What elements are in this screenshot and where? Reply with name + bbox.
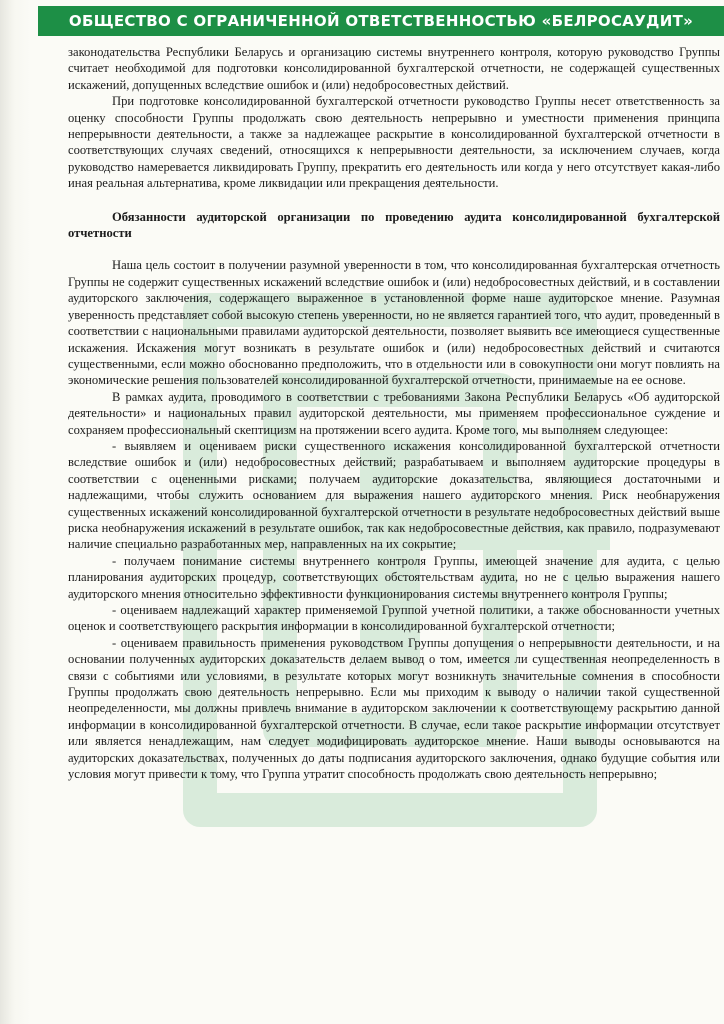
paragraph-going-concern: При подготовке консолидированной бухгалтерской отчетности руководство Группы несет ответственность за оценку способности Группы продолжать свою деятельность непрерывно и уместности применения принципа непрерывности деятельности, а также за надлежащее раскрытие в консолидированной бухгалтерской отчетности в соответствующих случаях сведений, относящихся к непрерывности деятельности, за исключением случаев, когда руководство намеревается ликвидировать Группу, прекратить его деятельность или когда у него отсутствует какая-либо иная реальная альтернатива, кроме ликвидации или прекращения деятельности. <box>68 94 720 191</box>
company-banner: ОБЩЕСТВО С ОГРАНИЧЕННОЙ ОТВЕТСТВЕННОСТЬЮ «БЕЛРОСАУДИТ» <box>38 6 724 36</box>
document-body <box>68 44 720 782</box>
bullet-risk-assessment: - выявляем и оцениваем риски существенного искажения консолидированной бухгалтерской отчетности вследствие ошибок и (или) недобросовестных действий; разрабатываем и выполняем аудиторские процедуры в соответствии с оцененными рисками; получаем аудиторские доказательства, являющиеся достаточными и надлежащими, чтобы служить основанием для выражения нашего аудиторского мнения. Риск необнаружения существенных искажений консолидированной бухгалтерской отчетности в результате недобросовестных действий выше риска необнаружения искажений в результате ошибок, так как недобросовестные действия, как правило, подразумевают наличие специально разработанных мер, направленных на их сокрытие; <box>68 438 720 552</box>
bullet-going-concern: - оцениваем правильность применения руководством Группы допущения о непрерывности деятельности, и на основании полученных аудиторских доказательств делаем вывод о том, имеется ли существенная неопределенность в связи с событиями или условиями, в результате которых могут возникнуть значительные сомнения в способности Группы продолжать свою деятельность непрерывно. Если мы приходим к выводу о наличии такой существенной неопределенности, мы должны привлечь внимание в аудиторском заключении к соответствующему раскрытию данной информации в консолидированной бухгалтерской отчетности. В случае, если такое раскрытие информации отсутствует или является ненадлежащим, нам следует модифицировать аудиторское мнение. Наши выводы основываются на аудиторских доказательствах, полученных до даты подписания аудиторского заключения, однако будущие события или условия могут привести к тому, что Группа утратит способность продолжать свою деятельность непрерывно; <box>68 635 720 782</box>
paragraph-audit-objective: Наша цель состоит в получении разумной уверенности в том, что консолидированная бухгалтерская отчетность Группы не содержит существенных искажений вследствие ошибок и (или) недобросовестных действий, и в составлении аудиторского заключения, содержащего выраженное в установленной форме наше аудиторское мнение. Разумная уверенность представляет собой высокую степень уверенности, но не является гарантией того, что аудит, проведенный в соответствии с национальными правилами аудиторской деятельности, позволяет выявить все имеющиеся существенные искажения. Искажения могут возникать в результате ошибок и (или) недобросовестных действий и считаются существенными, если можно обоснованно предположить, что в отдельности или в совокупности они могут повлиять на экономические решения пользователей консолидированной бухгалтерской отчетности, принимаемые на ее основе. <box>68 258 720 388</box>
bullet-internal-control: - получаем понимание системы внутреннего контроля Группы, имеющей значение для аудита, с целью планирования аудиторских процедур, соответствующих обстоятельствам аудита, но не с целью выражения нашего аудиторского мнения относительно эффективности функционирования системы внутреннего контроля Группы; <box>68 553 720 601</box>
paragraph-audit-scope: В рамках аудита, проводимого в соответствии с требованиями Закона Республики Беларусь «Об аудиторской деятельности» и национальных правил аудиторской деятельности, мы применяем профессиональное суждение и сохраняем профессиональный скептицизм на протяжении всего аудита. Кроме того, мы выполняем следующее: <box>68 389 720 437</box>
paragraph-internal-control: законодательства Республики Беларусь и организацию системы внутреннего контроля, которую руководство Группы считает необходимой для подготовки консолидированной бухгалтерской отчетности, не содержащей существенных искажений, допущенных вследствие ошибок и (или) недобросовестных действий. <box>68 45 720 92</box>
section-heading: Обязанности аудиторской организации по проведению аудита консолидированной бухгалтерской отчетности <box>68 209 720 241</box>
bullet-accounting-policy: - оцениваем надлежащий характер применяемой Группой учетной политики, а также обоснованности учетных оценок и соответствующего раскрытия информации в консолидированной бухгалтерской отчетности; <box>68 603 720 634</box>
